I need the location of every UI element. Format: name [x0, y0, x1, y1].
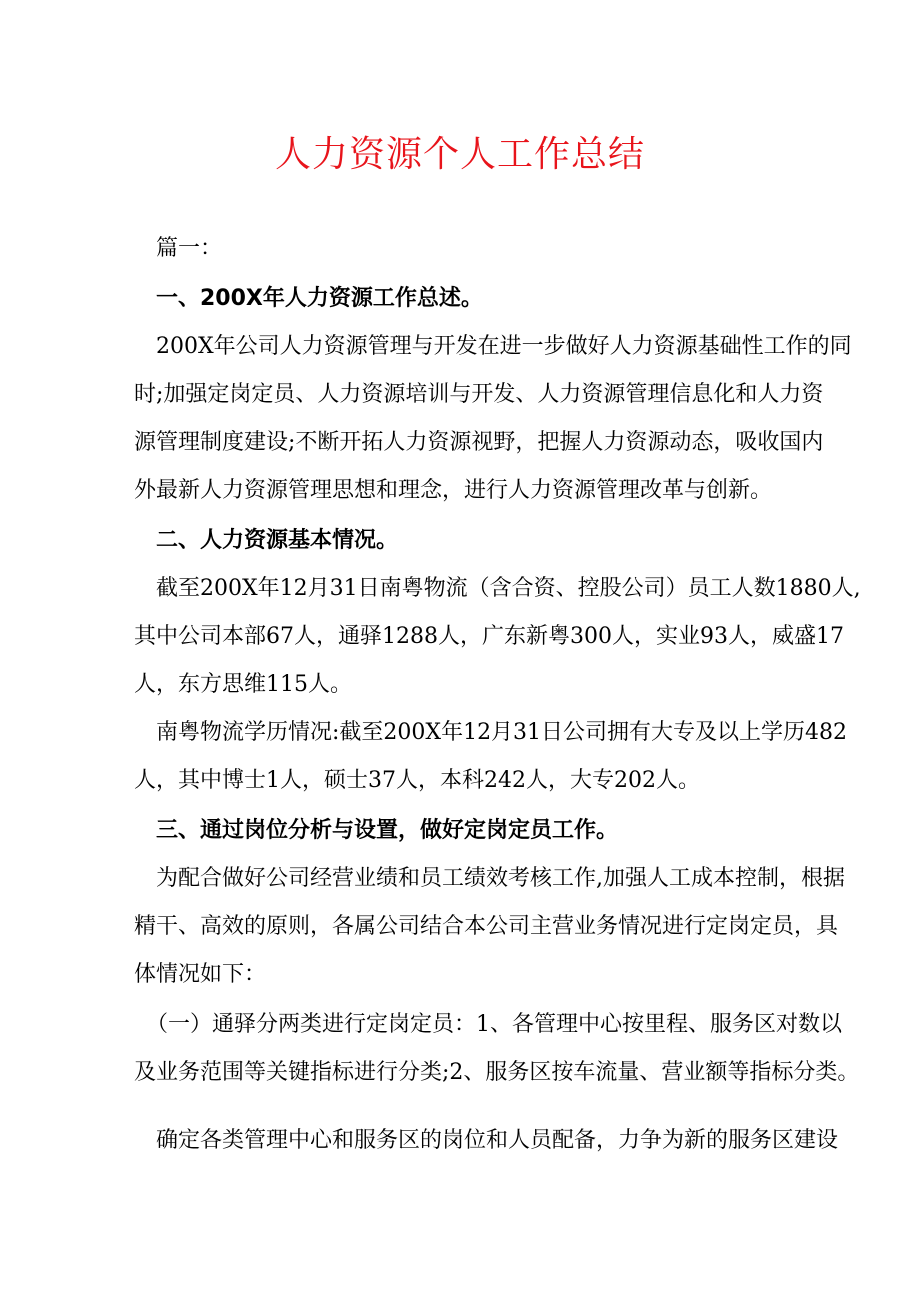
paragraph-line: 人，其中博士1人，硕士37人，本科242人，大专202人。	[134, 768, 700, 793]
paragraph-line: 200X年公司人力资源管理与开发在进一步做好人力资源基础性工作的同	[156, 334, 852, 359]
paragraph-line: 人，东方思维115人。	[134, 672, 352, 697]
paragraph-line: 为配合做好公司经营业绩和员工绩效考核工作,加强人工成本控制，根据	[156, 866, 845, 891]
paragraph-line: 体情况如下：	[134, 962, 267, 987]
paragraph-line: 外最新人力资源管理思想和理念，进行人力资源管理改革与创新。	[134, 478, 773, 503]
paragraph-line: 其中公司本部67人，通驿1288人，广东新粤300人，实业93人，威盛17	[134, 624, 844, 649]
paragraph-line: 确定各类管理中心和服务区的岗位和人员配备，力争为新的服务区建设	[156, 1128, 839, 1153]
section-heading: 一、200X年人力资源工作总述。	[156, 286, 483, 311]
paragraph-line: （一）通驿分两类进行定岗定员：1、各管理中心按里程、服务区对数以	[146, 1012, 842, 1037]
section-label: 篇一：	[156, 236, 223, 261]
section-heading: 三、通过岗位分析与设置，做好定岗定员工作。	[156, 818, 619, 843]
page-title: 人力资源个人工作总结	[274, 134, 645, 175]
paragraph-line: 南粤物流学历情况:截至200X年12月31日公司拥有大专及以上学历482	[156, 720, 848, 745]
paragraph-line: 时;加强定岗定员、人力资源培训与开发、人力资源管理信息化和人力资	[134, 382, 824, 407]
paragraph-line: 源管理制度建设;不断开拓人力资源视野，把握人力资源动态，吸收国内	[134, 430, 824, 455]
section-heading: 二、人力资源基本情况。	[156, 528, 399, 553]
paragraph-line: 及业务范围等关键指标进行分类;2、服务区按车流量、营业额等指标分类。	[134, 1060, 860, 1085]
paragraph-line: 精干、高效的原则，各属公司结合本公司主营业务情况进行定岗定员，具	[134, 914, 839, 939]
paragraph-line: 截至200X年12月31日南粤物流（含合资、控股公司）员工人数1880人,	[156, 576, 861, 601]
